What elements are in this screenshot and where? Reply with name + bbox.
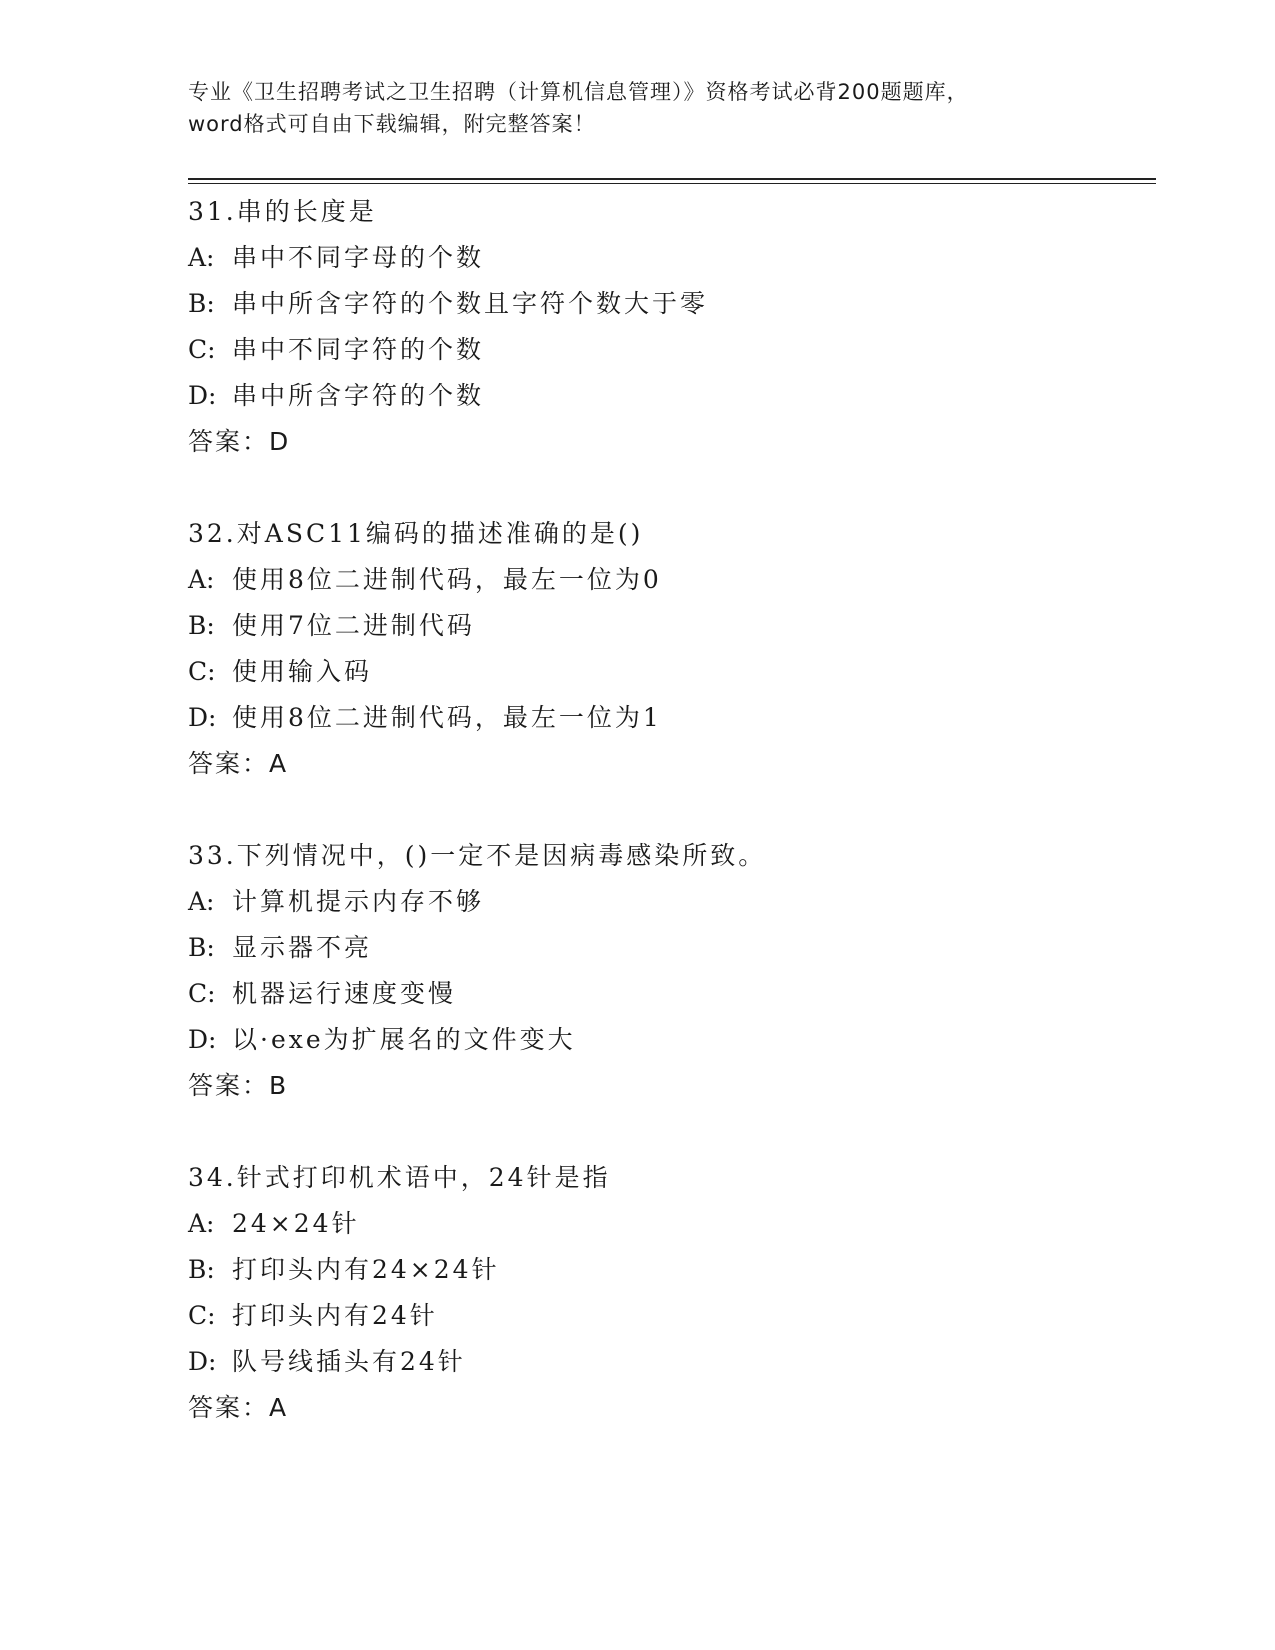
option-key: C: <box>188 657 216 686</box>
option-b <box>188 925 1156 971</box>
option-text: 使用8位二进制代码，最左一位为1 <box>232 703 662 732</box>
option-a <box>188 235 1156 281</box>
answer-line: 答案：D <box>188 427 291 456</box>
answer-line: 答案：A <box>188 749 289 778</box>
header-divider-thick <box>188 178 1156 180</box>
option-key: A: <box>188 887 215 916</box>
option-text: 计算机提示内存不够 <box>232 887 485 916</box>
option-c <box>188 1293 1156 1339</box>
answer-line: 答案：A <box>188 1393 289 1422</box>
option-text: 以·exe为扩展名的文件变大 <box>232 1025 576 1054</box>
option-d <box>188 1339 1156 1385</box>
question-32 <box>188 511 1156 787</box>
question-stem: 33.下列情况中，()一定不是因病毒感染所致。 <box>188 841 767 870</box>
option-key: B: <box>188 611 215 640</box>
question-34 <box>188 1155 1156 1431</box>
option-b <box>188 1247 1156 1293</box>
option-text: 24×24针 <box>232 1209 360 1238</box>
option-key: B: <box>188 933 215 962</box>
option-text: 串中所含字符的个数 <box>232 381 485 410</box>
option-b <box>188 603 1156 649</box>
header-line-1: 专业《卫生招聘考试之卫生招聘（计算机信息管理）》资格考试必背200题题库， <box>188 80 969 104</box>
option-text: 串中不同字符的个数 <box>232 335 485 364</box>
option-key: D: <box>188 381 217 410</box>
document-header <box>188 76 1088 140</box>
question-stem: 32.对ASC11编码的描述准确的是() <box>188 519 644 548</box>
option-key: B: <box>188 1255 215 1284</box>
option-key: C: <box>188 335 216 364</box>
option-key: B: <box>188 289 215 318</box>
option-key: A: <box>188 565 215 594</box>
option-key: A: <box>188 243 215 272</box>
option-a <box>188 557 1156 603</box>
option-key: A: <box>188 1209 215 1238</box>
option-key: D: <box>188 703 217 732</box>
option-c <box>188 649 1156 695</box>
option-text: 使用输入码 <box>232 657 373 686</box>
option-a <box>188 879 1156 925</box>
option-text: 串中所含字符的个数且字符个数大于零 <box>232 289 709 318</box>
question-stem: 31.串的长度是 <box>188 197 377 226</box>
option-text: 使用8位二进制代码，最左一位为0 <box>232 565 662 594</box>
option-key: D: <box>188 1347 217 1376</box>
option-text: 机器运行速度变慢 <box>232 979 457 1008</box>
option-text: 队号线插头有24针 <box>232 1347 466 1376</box>
option-key: D: <box>188 1025 217 1054</box>
option-text: 打印头内有24针 <box>232 1301 438 1330</box>
option-d <box>188 695 1156 741</box>
option-text: 使用7位二进制代码 <box>232 611 475 640</box>
option-a <box>188 1201 1156 1247</box>
header-line-2: word格式可自由下载编辑，附完整答案！ <box>188 112 596 136</box>
question-stem: 34.针式打印机术语中，24针是指 <box>188 1163 611 1192</box>
option-c <box>188 327 1156 373</box>
option-c <box>188 971 1156 1017</box>
option-d <box>188 1017 1156 1063</box>
header-divider-thin <box>188 183 1156 184</box>
question-list <box>188 189 1156 1477</box>
option-d <box>188 373 1156 419</box>
option-key: C: <box>188 979 216 1008</box>
option-text: 串中不同字母的个数 <box>232 243 485 272</box>
option-key: C: <box>188 1301 216 1330</box>
option-b <box>188 281 1156 327</box>
option-text: 打印头内有24×24针 <box>232 1255 500 1284</box>
answer-line: 答案：B <box>188 1071 289 1100</box>
question-33 <box>188 833 1156 1109</box>
question-31 <box>188 189 1156 465</box>
option-text: 显示器不亮 <box>232 933 373 962</box>
